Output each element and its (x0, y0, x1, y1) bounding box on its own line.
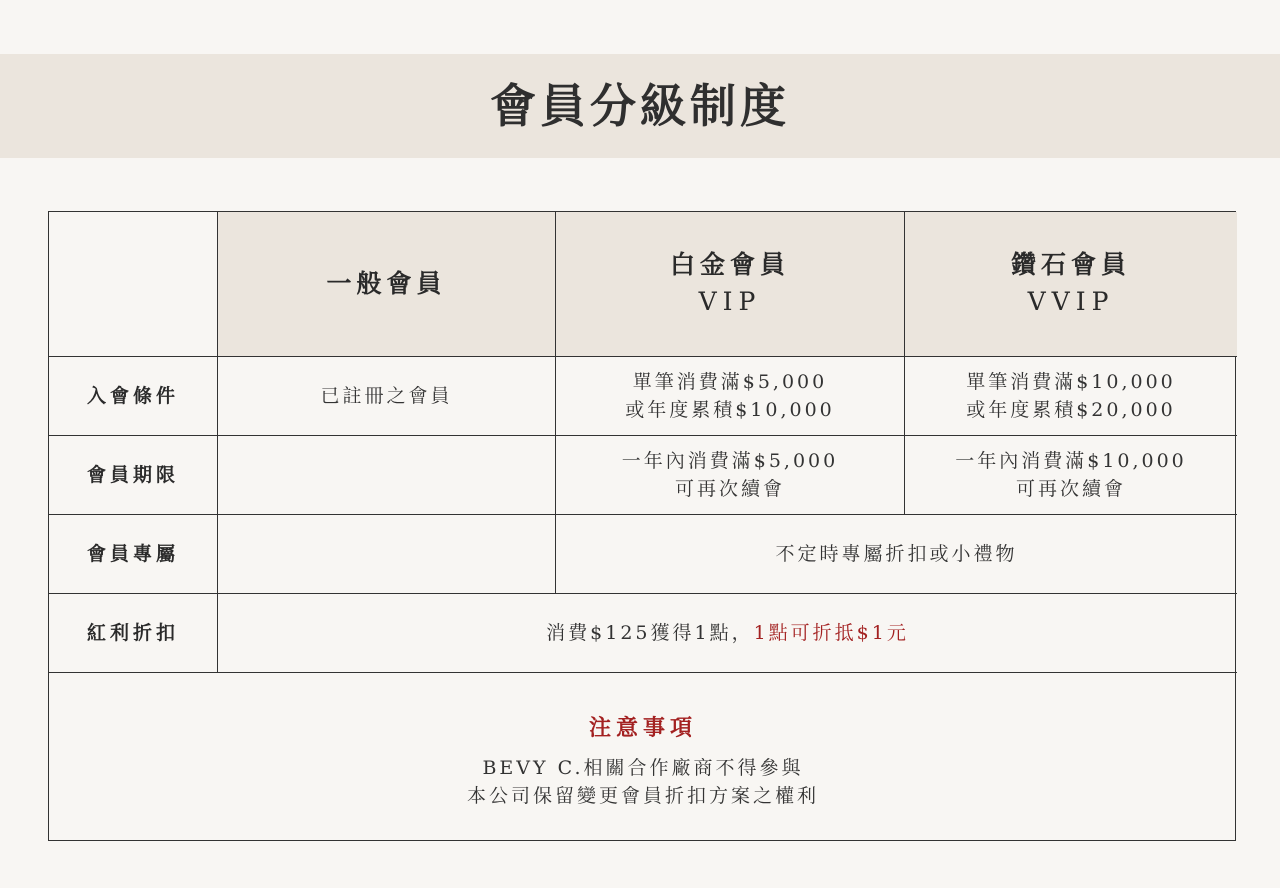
row-label-term: 會員期限 (49, 436, 218, 515)
notes-section (49, 673, 1237, 842)
bonus-text (218, 594, 1237, 673)
bonus-text-line (546, 619, 909, 647)
page-title: 會員分級制度 (490, 79, 790, 133)
exclusive-general (218, 515, 556, 594)
row-label-exclusive: 會員專屬 (49, 515, 218, 594)
join-vvip (905, 357, 1237, 436)
tier-sub-vvip: VVIP (1027, 287, 1115, 316)
row-label-bonus: 紅利折扣 (49, 594, 218, 673)
term-vvip (905, 436, 1237, 515)
term-vip (556, 436, 905, 515)
notes-line-1: BEVY C.相關合作廠商不得參與 (482, 756, 804, 779)
join-vvip-line-1: 單筆消費滿$10,000 (966, 371, 1176, 393)
term-general (218, 436, 556, 515)
bonus-text-highlight: 1點可折抵$1元 (753, 622, 909, 644)
term-vip-line-1: 一年內消費滿$5,000 (621, 450, 839, 472)
table-corner-cell (49, 212, 218, 357)
join-vvip-line-2: 或年度累積$20,000 (966, 399, 1176, 421)
join-general: 已註冊之會員 (218, 357, 556, 436)
tier-name-vip: 白金會員 (669, 250, 790, 279)
row-label-join: 入會條件 (49, 357, 218, 436)
tier-name-vvip: 鑽石會員 (1010, 250, 1131, 279)
tier-sub-vip: VIP (698, 287, 762, 316)
term-vvip-line-2: 可再次續會 (1015, 478, 1126, 500)
tier-header-vip (556, 212, 905, 357)
join-vip (556, 357, 905, 436)
tier-header-general (218, 212, 556, 357)
tier-header-vvip (905, 212, 1237, 357)
exclusive-vip-vvip: 不定時專屬折扣或小禮物 (556, 515, 1237, 594)
term-vip-line-2: 可再次續會 (674, 478, 785, 500)
bonus-text-plain: 消費$125獲得1點， (546, 622, 754, 644)
notes-title: 注意事項 (588, 714, 697, 741)
join-vip-line-2: 或年度累積$10,000 (625, 399, 835, 421)
notes-line-2: 本公司保留變更會員折扣方案之權利 (466, 784, 819, 807)
term-vvip-line-1: 一年內消費滿$10,000 (955, 450, 1187, 472)
membership-table (48, 211, 1236, 841)
join-vip-line-1: 單筆消費滿$5,000 (632, 371, 828, 393)
tier-name-general: 一般會員 (326, 269, 447, 298)
